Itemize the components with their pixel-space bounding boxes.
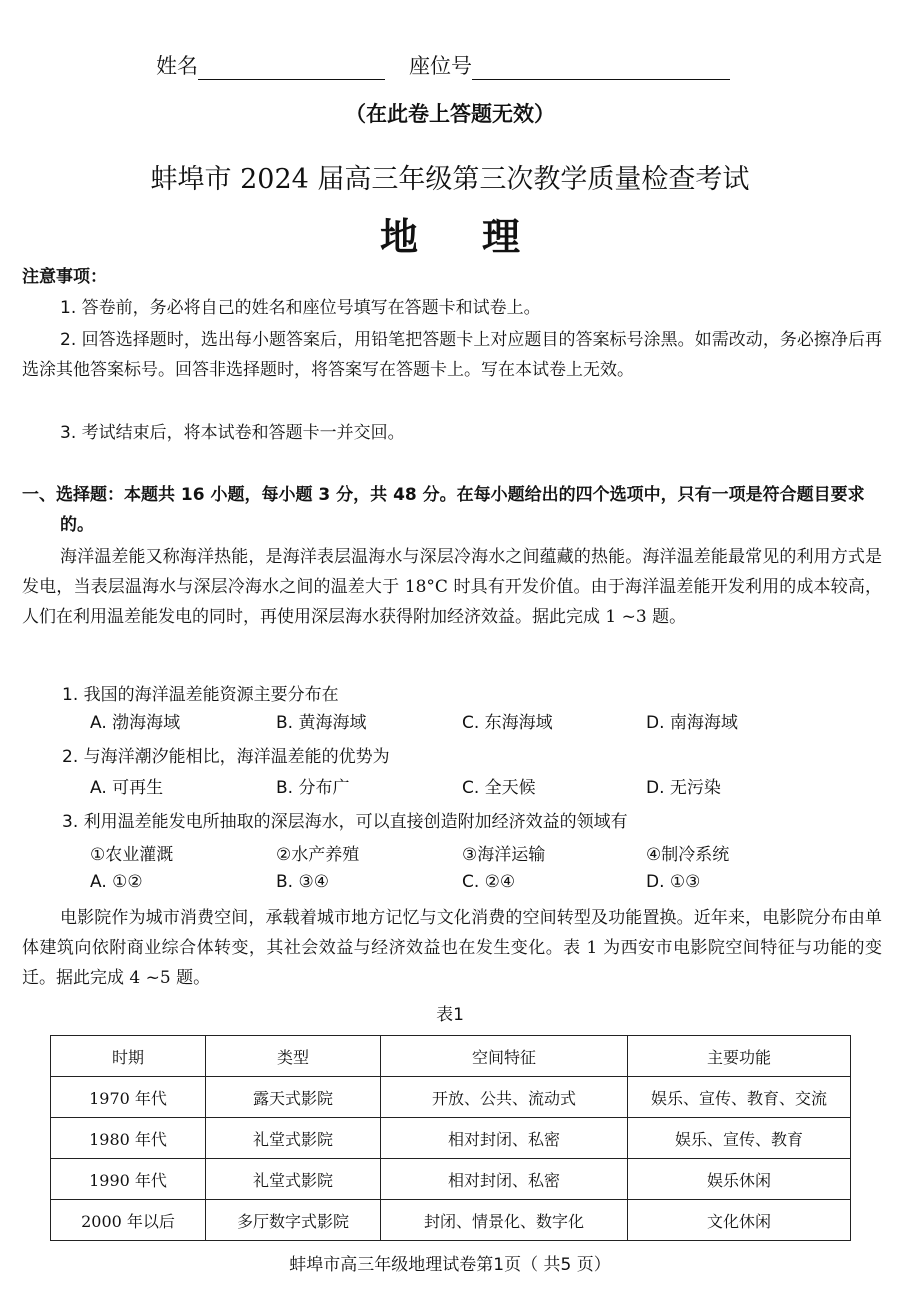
option-c[interactable]: C. 东海海域 [462,713,553,733]
table-cell: 礼堂式影院 [206,1118,381,1159]
table-cell: 娱乐、宣传、教育 [628,1118,851,1159]
item-2: ②水产养殖 [276,845,360,865]
table-cell: 文化休闲 [628,1200,851,1241]
question-1-stem: 1. 我国的海洋温差能资源主要分布在 [62,685,339,705]
instruction-item: 2. 回答选择题时，选出每小题答案后，用铅笔把答题卡上对应题目的答案标号涂黑。如需改动，务必擦净后再选涂其他答案标号。回答非选择题时，将答案写在答题卡上。写在本试卷上无效。 [22,330,882,380]
instruction-item: 1. 答卷前，务必将自己的姓名和座位号填写在答题卡和试卷上。 [60,298,541,318]
section-heading-text: 一、选择题：本题共 16 小题，每小题 3 分，共 48 分。在每小题给出的四个选项中，只有一项是符合题目要求的。 [22,485,865,535]
table-row [51,1118,851,1159]
option-a[interactable]: A. 可再生 [90,778,164,798]
option-c[interactable]: C. 全天候 [462,778,536,798]
question-2-options [90,773,870,803]
table-row [51,1077,851,1118]
question-3-options [90,872,870,902]
subject-title: 地理 [379,215,584,259]
header-cell: 时期 [51,1036,206,1077]
option-b[interactable]: B. ③④ [276,872,329,892]
table-cell: 相对封闭、私密 [381,1118,628,1159]
header-cell: 主要功能 [628,1036,851,1077]
question-2-stem: 2. 与海洋潮汐能相比，海洋温差能的优势为 [62,747,390,767]
option-c[interactable]: C. ②④ [462,872,516,892]
name-label: 姓名 [156,54,198,78]
table-header-row [51,1036,851,1077]
name-blank [198,57,385,80]
table-row [51,1200,851,1241]
table-cell: 礼堂式影院 [206,1159,381,1200]
exam-title: 蚌埠市 2024 届高三年级第三次教学质量检查考试 [150,164,750,195]
page-footer: 蚌埠市高三年级地理试卷第1页（ 共5 页） [289,1255,611,1275]
section-heading [22,480,882,540]
option-b[interactable]: B. 分布广 [276,778,350,798]
table-cell: 娱乐休闲 [628,1159,851,1200]
table-cell: 相对封闭、私密 [381,1159,628,1200]
table-cell: 1980 年代 [51,1118,206,1159]
table-cell: 露天式影院 [206,1077,381,1118]
header-cell: 类型 [206,1036,381,1077]
table-cell: 1970 年代 [51,1077,206,1118]
instruction-item: 3. 考试结束后，将本试卷和答题卡一并交回。 [60,423,405,443]
table-cell: 封闭、情景化、数字化 [381,1200,628,1241]
table-cell: 多厅数字式影院 [206,1200,381,1241]
option-a[interactable]: A. 渤海海域 [90,713,181,733]
option-a[interactable]: A. ①② [90,872,143,892]
candidate-info-line [156,50,730,80]
option-d[interactable]: D. 无污染 [646,778,721,798]
question-3-stem: 3. 利用温差能发电所抽取的深层海水，可以直接创造附加经济效益的领域有 [62,812,628,832]
option-d[interactable]: D. ①③ [646,872,701,892]
item-1: ①农业灌溉 [90,845,174,865]
seat-label: 座位号 [409,54,472,78]
option-d[interactable]: D. 南海海域 [646,713,738,733]
header-cell: 空间特征 [381,1036,628,1077]
instructions-heading: 注意事项： [22,267,107,287]
cinema-table [50,1035,851,1241]
passage-ocean-thermal: 海洋温差能又称海洋热能，是海洋表层温海水与深层冷海水之间蕴藏的热能。海洋温差能最常见的利用方式是发电，当表层温海水与深层冷海水之间的温差大于 18°C 时具有开发价值。由于海洋温差能开发利用的成本较高，人们在利用温差能发电的同时，再使用深层海水获得附加经济效益。据此完成 1 ~3 题。 [22,547,882,627]
table-cell: 1990 年代 [51,1159,206,1200]
question-3-items [90,840,870,870]
passage-cinema: 电影院作为城市消费空间，承载着城市地方记忆与文化消费的空间转型及功能置换。近年来，电影院分布由单体建筑向依附商业综合体转变，其社会效益与经济效益也在发生变化。表 1 为西安市电影院空间特征与功能的变迁。据此完成 4 ~5 题。 [22,908,882,988]
table-cell: 娱乐、宣传、教育、交流 [628,1077,851,1118]
table-cell: 开放、公共、流动式 [381,1077,628,1118]
table-cell: 2000 年以后 [51,1200,206,1241]
option-b[interactable]: B. 黄海海域 [276,713,367,733]
item-4: ④制冷系统 [646,845,730,865]
seat-blank [472,57,730,80]
table-caption: 表1 [436,1005,464,1025]
question-1-options [90,708,870,738]
item-3: ③海洋运输 [462,845,546,865]
table-row [51,1159,851,1200]
invalid-answer-notice: （在此卷上答题无效） [345,102,555,126]
